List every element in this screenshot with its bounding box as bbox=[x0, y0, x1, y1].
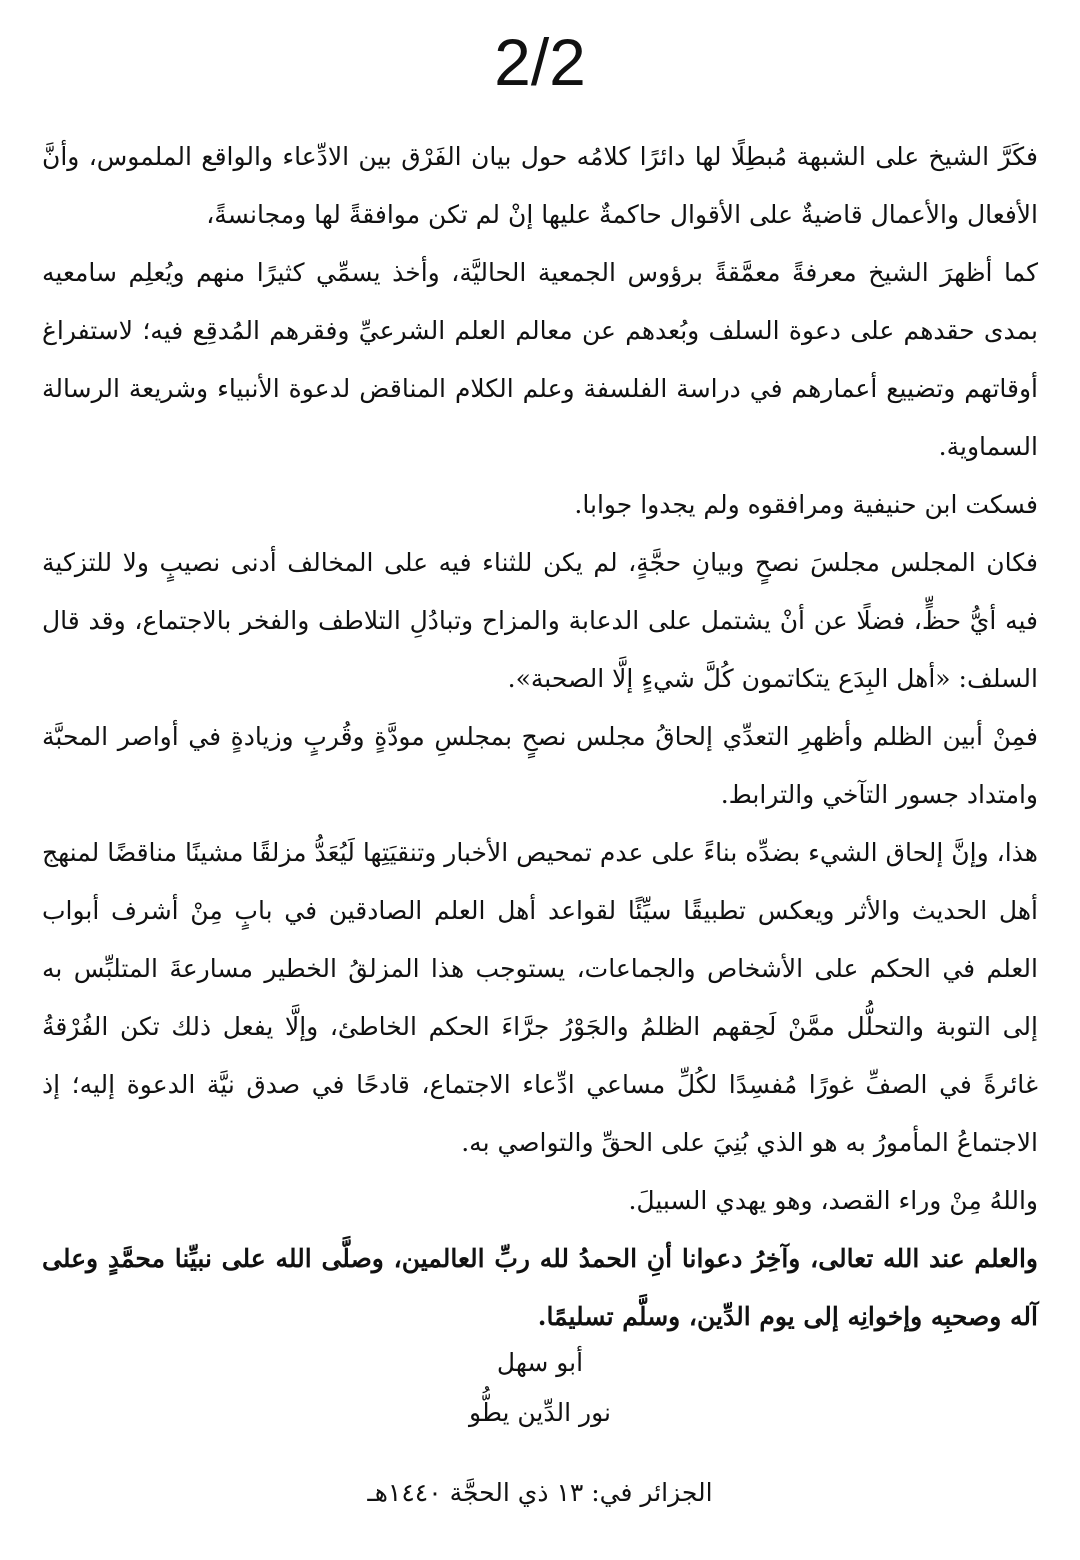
paragraph-refutation: فكَرَّ الشيخ على الشبهة مُبطِلًا لها دائرًا كلامُه حول بيان الفَرْق بين الادِّعاء والواقع الملموس، وأنَّ الأفعال والأعمال قاضيةٌ على الأقوال حاكمةٌ عليها إنْ لم تكن موافقةً لها ومجانسةً، bbox=[42, 142, 1038, 229]
paragraph-intention: واللهُ مِنْ وراء القصد، وهو يهدي السبيلَ. bbox=[628, 1186, 1038, 1215]
paragraph-council: فكان المجلس مجلسَ نصحٍ وبيانِ حجَّةٍ، لم يكن للثناء فيه على المخالف أدنى نصيبٍ ولا للتزكية فيه أيُّ حظٍّ، فضلًا عن أنْ يشتمل على الدعابة والمزاح وتبادُلِ التلاطف والفخر بالاجتماع، وقد قال السلف: «أهل البِدَع يتكاتمون كُلَّ شيءٍ إلَّا الصحبة». bbox=[42, 548, 1038, 693]
paragraph-knowledge: كما أظهرَ الشيخ معرفةً معمَّقةً برؤوس الجمعية الحاليَّة، وأخذ يسمِّي كثيرًا منهم ويُعلِم سامعيه بمدى حقدهم على دعوة السلف وبُعدهم عن معالم العلم الشرعيِّ وفقرهم المُدقِع فيه؛ لاستفراغ أوقاتهم وتضييع أعمارهم في دراسة الفلسفة وعلم الكلام المناقض لدعوة الأنبياء وشريعة الرسالة السماوية. bbox=[42, 258, 1038, 461]
page-number: 2/2 bbox=[494, 25, 586, 99]
author-kunya: أبو سهل bbox=[496, 1348, 584, 1377]
author-name: نور الدِّين يطُّو bbox=[469, 1398, 611, 1427]
article-body bbox=[42, 128, 1038, 1346]
dateline: الجزائر في: ١٣ ذي الحجَّة ١٤٤٠هـ bbox=[367, 1478, 713, 1507]
closing-prayer: والعلم عند الله تعالى، وآخِرُ دعوانا أنِ الحمدُ لله ربِّ العالمين، وصلَّى الله على نبيِّنا محمَّدٍ وعلى آله وصحبِه وإخوانِه إلى يوم الدِّين، وسلَّم تسليمًا. bbox=[42, 1244, 1038, 1331]
paragraph-warning: هذا، وإنَّ إلحاق الشيء بضدِّه بناءً على عدم تمحيص الأخبار وتنقيَتِها لَيُعَدُّ مزلقًا مشينًا مناقضًا لمنهج أهل الحديث والأثر ويعكس تطبيقًا سيِّئًا لقواعد أهل العلم الصادقين في بابٍ مِنْ أشرف أبواب العلم في الحكم على الأشخاص والجماعات، يستوجب هذا المزلقُ الخطير مسارعةَ المتلبِّس به إلى التوبة والتحلُّل ممَّنْ لَحِقهم الظلمُ والجَوْرُ جرَّاءَ الحكم الخاطئ، وإلَّا يفعل ذلك تكن الفُرْقةُ غائرةً في الصفِّ غورًا مُفسِدًا لكُلِّ مساعي ادِّعاء الاجتماع، قادحًا في صدق نيَّة الدعوة إليه؛ إذ الاجتماعُ المأمورُ به هو الذي بُنِيَ على الحقِّ والتواصي به. bbox=[42, 838, 1038, 1157]
signature-block bbox=[0, 1338, 1080, 1438]
paragraph-injustice: فمِنْ أبين الظلم وأظهرِ التعدِّي إلحاقُ مجلس نصحٍ بمجلسِ مودَّةٍ وقُربٍ وزيادةٍ في أواصر المحبَّة وامتداد جسور التآخي والترابط. bbox=[42, 722, 1038, 809]
paragraph-silence: فسكت ابن حنيفية ومرافقوه ولم يجدوا جوابا. bbox=[574, 490, 1038, 519]
